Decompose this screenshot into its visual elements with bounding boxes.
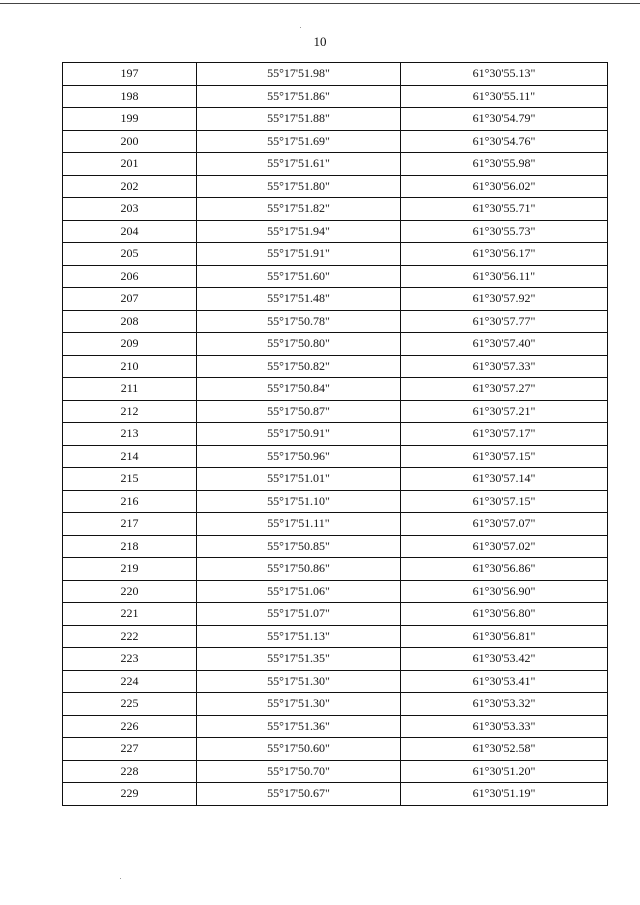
table-row: [63, 693, 608, 716]
longitude-cell: 61°30'56.90": [401, 580, 608, 603]
table-row: [63, 580, 608, 603]
latitude-cell: 55°17'51.82": [197, 198, 401, 221]
latitude-cell: 55°17'51.61": [197, 153, 401, 176]
latitude-cell: 55°17'51.06": [197, 580, 401, 603]
point-number-cell: 208: [63, 310, 197, 333]
latitude-cell: 55°17'51.35": [197, 648, 401, 671]
point-number-cell: 209: [63, 333, 197, 356]
latitude-cell: 55°17'51.30": [197, 693, 401, 716]
latitude-cell: 55°17'51.01": [197, 468, 401, 491]
latitude-cell: 55°17'50.82": [197, 355, 401, 378]
table-row: [63, 625, 608, 648]
point-number-cell: 203: [63, 198, 197, 221]
table-row: [63, 333, 608, 356]
point-number-cell: 217: [63, 513, 197, 536]
latitude-cell: 55°17'50.60": [197, 738, 401, 761]
longitude-cell: 61°30'57.77": [401, 310, 608, 333]
longitude-cell: 61°30'55.11": [401, 85, 608, 108]
table-row: [63, 130, 608, 153]
latitude-cell: 55°17'51.69": [197, 130, 401, 153]
longitude-cell: 61°30'51.19": [401, 783, 608, 806]
table-row: [63, 513, 608, 536]
point-number-cell: 206: [63, 265, 197, 288]
point-number-cell: 222: [63, 625, 197, 648]
longitude-cell: 61°30'57.33": [401, 355, 608, 378]
table-row: [63, 535, 608, 558]
table-row: [63, 63, 608, 86]
latitude-cell: 55°17'50.96": [197, 445, 401, 468]
point-number-cell: 201: [63, 153, 197, 176]
point-number-cell: 213: [63, 423, 197, 446]
longitude-cell: 61°30'53.42": [401, 648, 608, 671]
longitude-cell: 61°30'53.32": [401, 693, 608, 716]
point-number-cell: 220: [63, 580, 197, 603]
scan-speck: [300, 27, 301, 28]
latitude-cell: 55°17'51.60": [197, 265, 401, 288]
latitude-cell: 55°17'51.30": [197, 670, 401, 693]
table-row: [63, 220, 608, 243]
longitude-cell: 61°30'57.40": [401, 333, 608, 356]
point-number-cell: 211: [63, 378, 197, 401]
longitude-cell: 61°30'53.41": [401, 670, 608, 693]
point-number-cell: 204: [63, 220, 197, 243]
latitude-cell: 55°17'51.86": [197, 85, 401, 108]
longitude-cell: 61°30'53.33": [401, 715, 608, 738]
table-row: [63, 738, 608, 761]
point-number-cell: 219: [63, 558, 197, 581]
latitude-cell: 55°17'50.84": [197, 378, 401, 401]
longitude-cell: 61°30'56.11": [401, 265, 608, 288]
table-row: [63, 153, 608, 176]
point-number-cell: 227: [63, 738, 197, 761]
table-row: [63, 243, 608, 266]
latitude-cell: 55°17'50.87": [197, 400, 401, 423]
point-number-cell: 198: [63, 85, 197, 108]
table-row: [63, 670, 608, 693]
latitude-cell: 55°17'50.78": [197, 310, 401, 333]
page-number: 10: [313, 34, 327, 49]
table-row: [63, 783, 608, 806]
table-row: [63, 490, 608, 513]
table-row: [63, 468, 608, 491]
top-rule: [0, 3, 640, 4]
table-row: [63, 85, 608, 108]
longitude-cell: 61°30'54.79": [401, 108, 608, 131]
point-number-cell: 202: [63, 175, 197, 198]
point-number-cell: 229: [63, 783, 197, 806]
point-number-cell: 226: [63, 715, 197, 738]
point-number-cell: 214: [63, 445, 197, 468]
table-row: [63, 400, 608, 423]
point-number-cell: 205: [63, 243, 197, 266]
longitude-cell: 61°30'57.02": [401, 535, 608, 558]
longitude-cell: 61°30'55.13": [401, 63, 608, 86]
longitude-cell: 61°30'57.92": [401, 288, 608, 311]
latitude-cell: 55°17'50.70": [197, 760, 401, 783]
latitude-cell: 55°17'50.80": [197, 333, 401, 356]
latitude-cell: 55°17'50.67": [197, 783, 401, 806]
latitude-cell: 55°17'51.07": [197, 603, 401, 626]
longitude-cell: 61°30'57.07": [401, 513, 608, 536]
table-row: [63, 445, 608, 468]
table-row: [63, 423, 608, 446]
table-row: [63, 198, 608, 221]
table-row: [63, 715, 608, 738]
table-row: [63, 378, 608, 401]
point-number-cell: 218: [63, 535, 197, 558]
latitude-cell: 55°17'51.11": [197, 513, 401, 536]
table-row: [63, 603, 608, 626]
longitude-cell: 61°30'57.15": [401, 445, 608, 468]
latitude-cell: 55°17'50.91": [197, 423, 401, 446]
point-number-cell: 215: [63, 468, 197, 491]
point-number-cell: 200: [63, 130, 197, 153]
coordinates-table: [62, 62, 608, 806]
latitude-cell: 55°17'50.85": [197, 535, 401, 558]
latitude-cell: 55°17'51.10": [197, 490, 401, 513]
longitude-cell: 61°30'55.98": [401, 153, 608, 176]
coordinates-table-body: [63, 63, 608, 806]
latitude-cell: 55°17'51.91": [197, 243, 401, 266]
longitude-cell: 61°30'52.58": [401, 738, 608, 761]
longitude-cell: 61°30'56.02": [401, 175, 608, 198]
longitude-cell: 61°30'54.76": [401, 130, 608, 153]
point-number-cell: 228: [63, 760, 197, 783]
point-number-cell: 210: [63, 355, 197, 378]
latitude-cell: 55°17'51.36": [197, 715, 401, 738]
table-row: [63, 355, 608, 378]
latitude-cell: 55°17'51.48": [197, 288, 401, 311]
longitude-cell: 61°30'57.17": [401, 423, 608, 446]
longitude-cell: 61°30'55.71": [401, 198, 608, 221]
longitude-cell: 61°30'57.21": [401, 400, 608, 423]
point-number-cell: 223: [63, 648, 197, 671]
latitude-cell: 55°17'50.86": [197, 558, 401, 581]
point-number-cell: 197: [63, 63, 197, 86]
table-row: [63, 265, 608, 288]
table-row: [63, 288, 608, 311]
longitude-cell: 61°30'56.86": [401, 558, 608, 581]
longitude-cell: 61°30'57.14": [401, 468, 608, 491]
point-number-cell: 199: [63, 108, 197, 131]
point-number-cell: 224: [63, 670, 197, 693]
longitude-cell: 61°30'56.17": [401, 243, 608, 266]
point-number-cell: 225: [63, 693, 197, 716]
point-number-cell: 207: [63, 288, 197, 311]
latitude-cell: 55°17'51.80": [197, 175, 401, 198]
longitude-cell: 61°30'56.80": [401, 603, 608, 626]
latitude-cell: 55°17'51.94": [197, 220, 401, 243]
longitude-cell: 61°30'51.20": [401, 760, 608, 783]
latitude-cell: 55°17'51.13": [197, 625, 401, 648]
longitude-cell: 61°30'57.15": [401, 490, 608, 513]
table-row: [63, 108, 608, 131]
table-row: [63, 760, 608, 783]
table-row: [63, 648, 608, 671]
longitude-cell: 61°30'57.27": [401, 378, 608, 401]
point-number-cell: 212: [63, 400, 197, 423]
table-row: [63, 175, 608, 198]
scan-speck: [120, 878, 121, 879]
longitude-cell: 61°30'55.73": [401, 220, 608, 243]
longitude-cell: 61°30'56.81": [401, 625, 608, 648]
table-row: [63, 558, 608, 581]
point-number-cell: 216: [63, 490, 197, 513]
latitude-cell: 55°17'51.98": [197, 63, 401, 86]
latitude-cell: 55°17'51.88": [197, 108, 401, 131]
point-number-cell: 221: [63, 603, 197, 626]
table-row: [63, 310, 608, 333]
